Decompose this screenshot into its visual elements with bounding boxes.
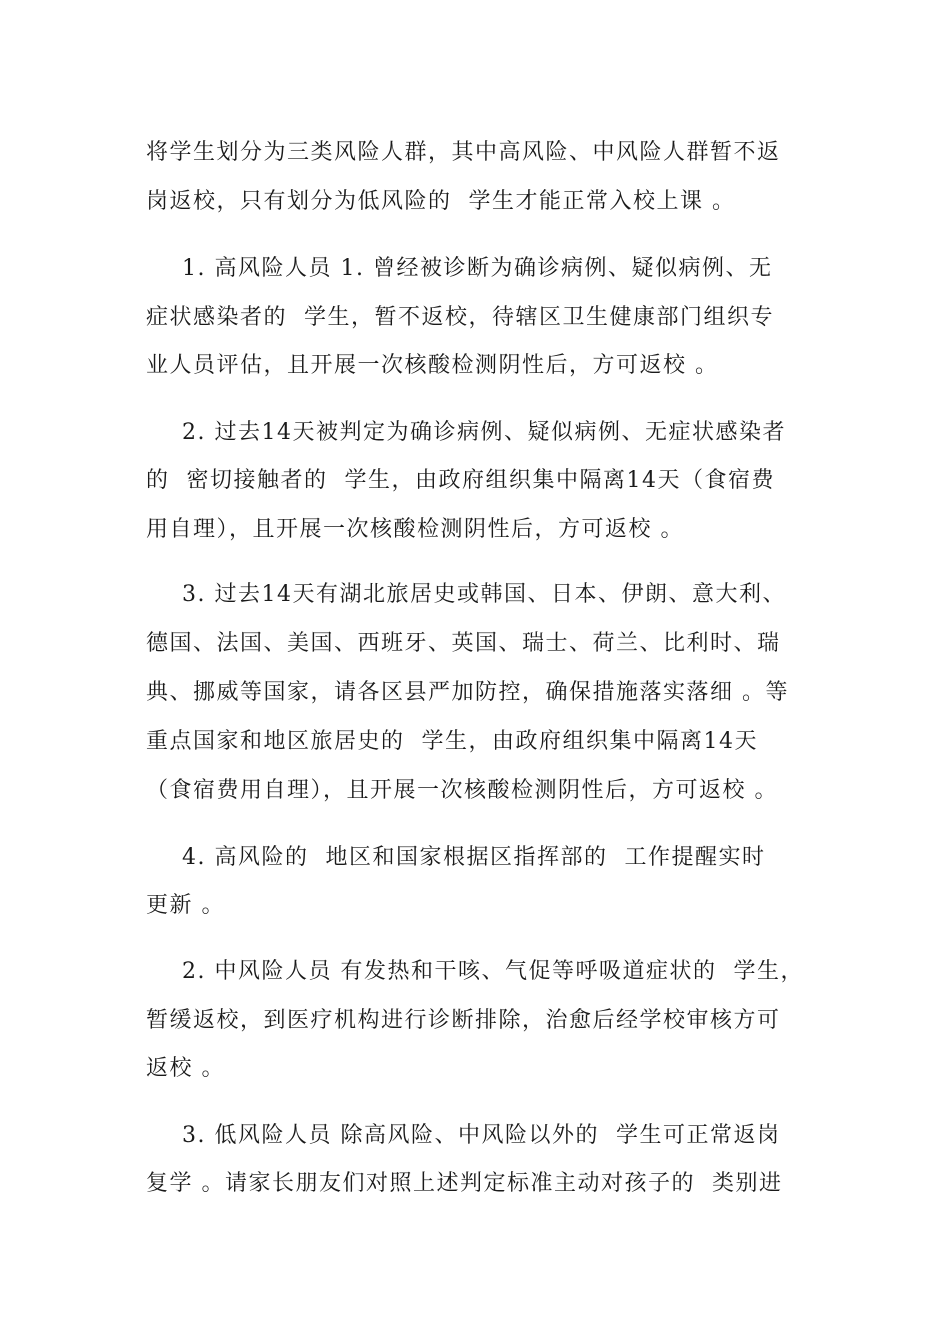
- paragraph-line: 复学 。请家长朋友们对照上述判定标准主动对孩子的 类别进: [146, 1171, 783, 1196]
- paragraph-line: 1. 高风险人员 1. 曾经被诊断为确诊病例、疑似病例、无: [182, 256, 773, 281]
- paragraph-line: 更新 。: [146, 893, 225, 918]
- paragraph-line: 4. 高风险的 地区和国家根据区指挥部的 工作提醒实时: [182, 845, 766, 870]
- paragraph-line: 2. 中风险人员 有发热和干咳、气促等呼吸道症状的 学生，: [182, 959, 804, 984]
- paragraph-line: 业人员评估，且开展一次核酸检测阴性后，方可返校 。: [146, 353, 719, 378]
- paragraph-line: 返校 。: [146, 1056, 225, 1081]
- paragraph-line: 暂缓返校，到医疗机构进行诊断排除，治愈后经学校审核方可: [146, 1008, 781, 1033]
- paragraph-line: 用自理），且开展一次核酸检测阴性后，方可返校 。: [146, 517, 684, 542]
- paragraph-line: （食宿费用自理），且开展一次核酸检测阴性后，方可返校 。: [146, 778, 778, 803]
- paragraph-line: 典、挪威等国家，请各区县严加防控，确保措施落实落细 。等: [146, 680, 789, 705]
- paragraph-line: 的 密切接触者的 学生，由政府组织集中隔离14天（食宿费: [146, 468, 775, 493]
- paragraph-line: 将学生划分为三类风险人群，其中高风险、中风险人群暂不返: [146, 140, 781, 165]
- paragraph-line: 2. 过去14天被判定为确诊病例、疑似病例、无症状感染者: [182, 420, 786, 445]
- paragraph-line: 德国、法国、美国、西班牙、英国、瑞士、荷兰、比利时、瑞: [146, 631, 781, 656]
- paragraph-line: 岗返校，只有划分为低风险的 学生才能正常入校上课 。: [146, 189, 736, 214]
- paragraph-line: 重点国家和地区旅居史的 学生，由政府组织集中隔离14天: [146, 729, 758, 754]
- paragraph-line: 症状感染者的 学生，暂不返校，待辖区卫生健康部门组织专: [146, 305, 774, 330]
- paragraph-line: 3. 过去14天有湖北旅居史或韩国、日本、伊朗、意大利、: [182, 582, 786, 607]
- paragraph-line: 3. 低风险人员 除高风险、中风险以外的 学生可正常返岗: [182, 1123, 781, 1148]
